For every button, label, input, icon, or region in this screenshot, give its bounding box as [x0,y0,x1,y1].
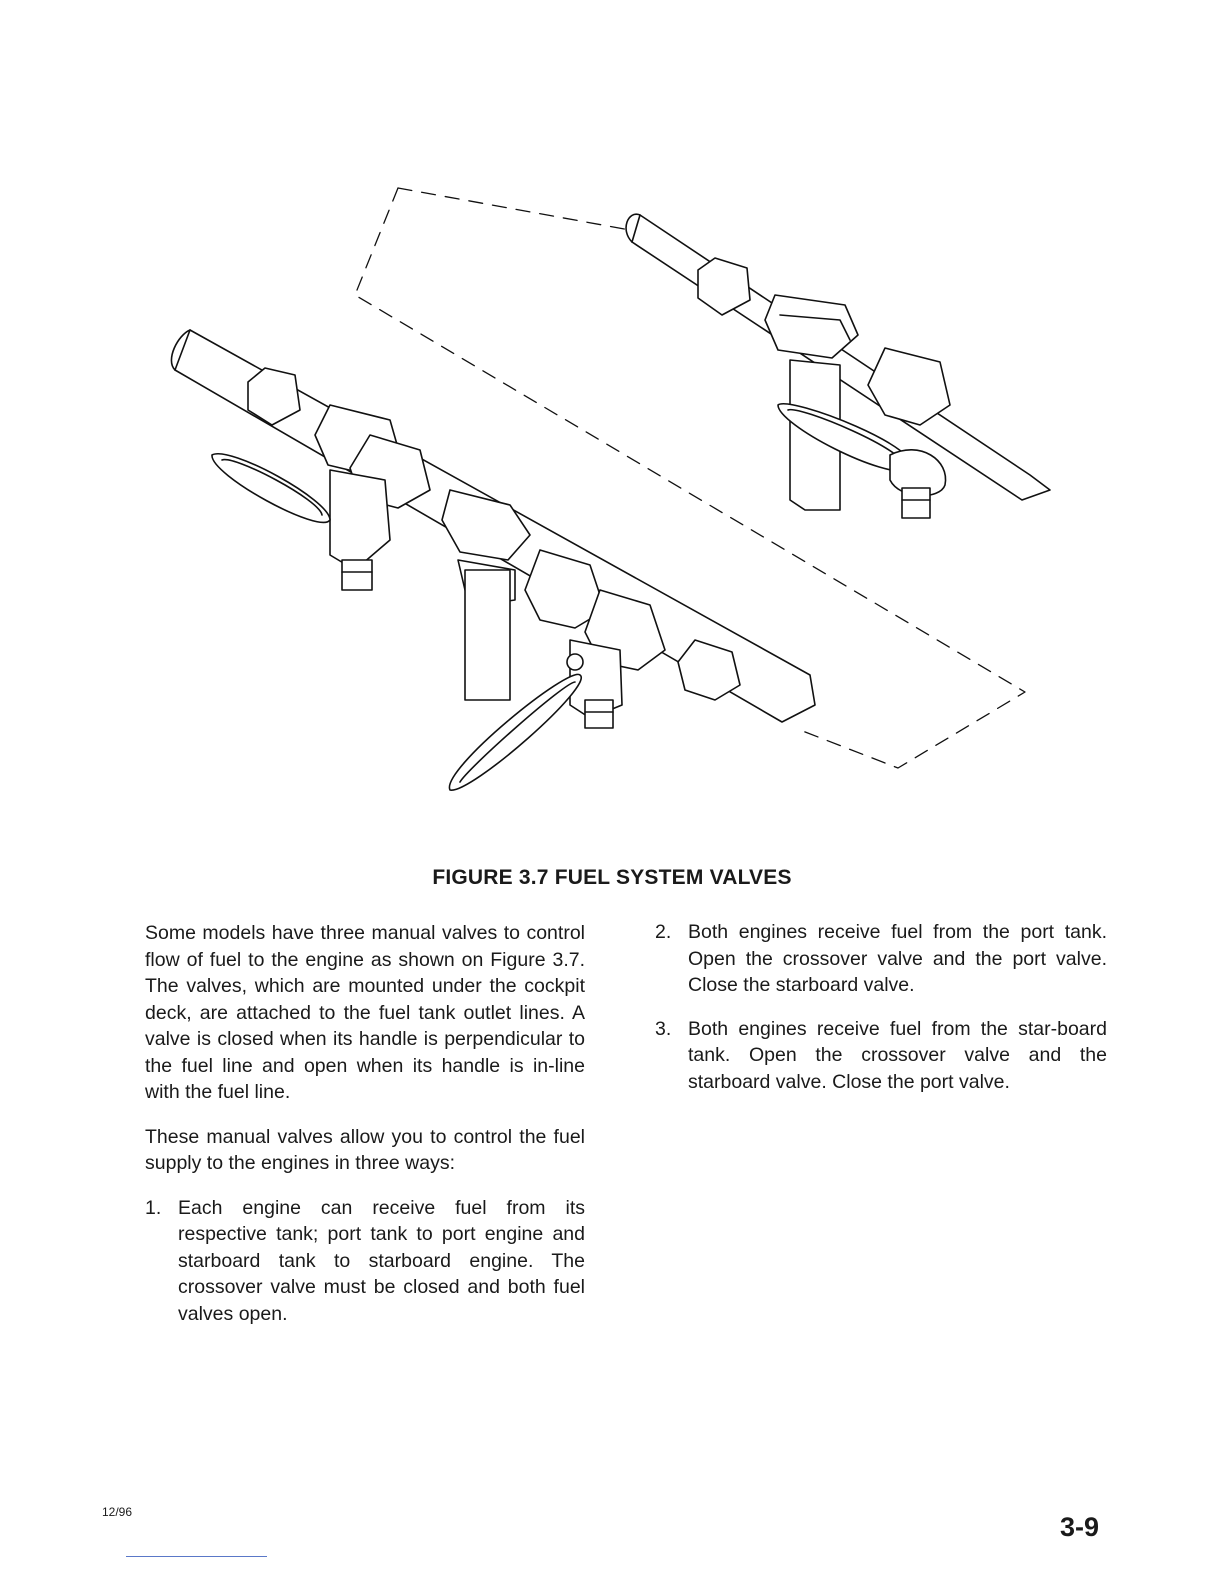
ways-paragraph: These manual valves allow you to control the fuel supply to the engines in three ways: [145,1125,585,1174]
numbered-list [145,1195,585,1328]
revision-date: 12/96 [102,1505,133,1519]
page-number: 3-9 [1060,1512,1100,1542]
footer-rule [126,1556,267,1557]
fuel-system-valves-figure [150,170,1070,810]
list-item-number: 1. [145,1196,162,1219]
list-item-text: Both engines receive fuel from the port tank. Open the crossover valve and the port valve. Close the starboard valve. [688,921,1107,996]
list-item [655,919,1107,999]
intro-paragraph: Some models have three manual valves to control flow of fuel to the engine as shown on Figure 3.7. The valves, which are mounted under the cockpit deck, are attached to the fuel tank outlet lines. A valve is closed when its handle is perpendicular to the fuel line and open when its handle is in-line with the fuel line. [145,922,585,1103]
list-item-text: Each engine can receive fuel from its respective tank; port tank to port engine and starboard tank to starboard engine. The crossover valve must be closed and both fuel valves open. [178,1196,585,1325]
list-item [655,1016,1107,1096]
list-item-text: Both engines receive fuel from the star-board tank. Open the crossover valve and the starboard valve. Close the port valve. [688,1017,1107,1093]
left-column [145,920,585,1327]
port-fuel-line [171,330,815,790]
right-column [655,919,1107,1095]
list-item-number: 3. [655,1017,672,1040]
starboard-fuel-line [626,214,1050,518]
list-item [145,1195,585,1328]
list-item-number: 2. [655,921,672,943]
figure-caption: FIGURE 3.7 FUEL SYSTEM VALVES [432,866,792,889]
